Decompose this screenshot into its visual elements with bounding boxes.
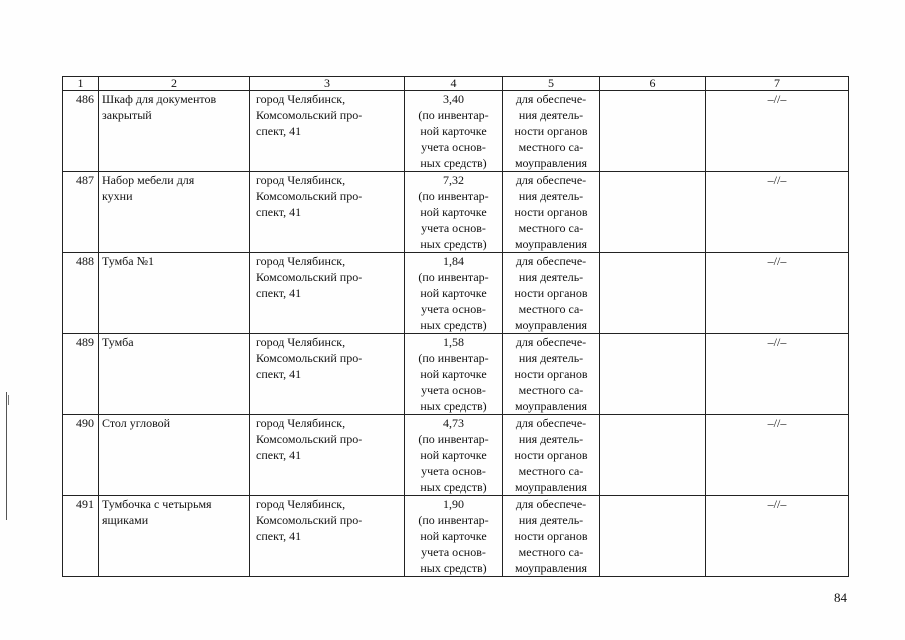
table-row — [63, 415, 849, 496]
scan-margin-mark — [6, 392, 7, 520]
header-cell: 6 — [600, 77, 706, 91]
table-row — [63, 496, 849, 577]
row-number-cell: 490 — [63, 415, 99, 496]
address-cell: город Челябинск, Комсомольский про- спект, 41 — [250, 172, 405, 253]
table-row — [63, 91, 849, 172]
column-6-cell — [600, 496, 706, 577]
address-cell: город Челябинск, Комсомольский про- спект, 41 — [250, 253, 405, 334]
item-name-cell: Набор мебели для кухни — [99, 172, 250, 253]
value-cell: 1,58 (по инвентар- ной карточке учета основ- ных средств) — [405, 334, 503, 415]
column-6-cell — [600, 172, 706, 253]
purpose-cell: для обеспече- ния деятель- ности органов местного са- моуправления — [503, 172, 600, 253]
purpose-cell: для обеспече- ния деятель- ности органов местного са- моуправления — [503, 253, 600, 334]
ditto-mark-cell: –//– — [706, 334, 849, 415]
ditto-mark-cell: –//– — [706, 496, 849, 577]
header-cell: 3 — [250, 77, 405, 91]
value-cell: 4,73 (по инвентар- ной карточке учета основ- ных средств) — [405, 415, 503, 496]
row-number-cell: 486 — [63, 91, 99, 172]
item-name-cell: Стол угловой — [99, 415, 250, 496]
ditto-mark-cell: –//– — [706, 415, 849, 496]
value-cell: 1,84 (по инвентар- ной карточке учета основ- ных средств) — [405, 253, 503, 334]
address-cell: город Челябинск, Комсомольский про- спект, 41 — [250, 334, 405, 415]
table-row — [63, 172, 849, 253]
table-row — [63, 253, 849, 334]
value-cell: 7,32 (по инвентар- ной карточке учета основ- ных средств) — [405, 172, 503, 253]
row-number-cell: 491 — [63, 496, 99, 577]
ditto-mark-cell: –//– — [706, 172, 849, 253]
address-cell: город Челябинск, Комсомольский про- спект, 41 — [250, 415, 405, 496]
ditto-mark-cell: –//– — [706, 253, 849, 334]
header-cell: 7 — [706, 77, 849, 91]
header-cell: 4 — [405, 77, 503, 91]
column-number-header-row — [63, 77, 849, 91]
row-number-cell: 489 — [63, 334, 99, 415]
header-cell: 2 — [99, 77, 250, 91]
purpose-cell: для обеспече- ния деятель- ности органов местного са- моуправления — [503, 496, 600, 577]
value-cell: 3,40 (по инвентар- ной карточке учета основ- ных средств) — [405, 91, 503, 172]
column-6-cell — [600, 253, 706, 334]
address-cell: город Челябинск, Комсомольский про- спект, 41 — [250, 91, 405, 172]
value-cell: 1,90 (по инвентар- ной карточке учета основ- ных средств) — [405, 496, 503, 577]
item-name-cell: Тумба №1 — [99, 253, 250, 334]
item-name-cell: Тумба — [99, 334, 250, 415]
header-cell: 5 — [503, 77, 600, 91]
ditto-mark-cell: –//– — [706, 91, 849, 172]
property-registry-table — [62, 76, 849, 577]
scan-margin-mark-small — [8, 395, 9, 405]
column-6-cell — [600, 415, 706, 496]
page-number: 84 — [834, 590, 847, 605]
item-name-cell: Тумбочка с четырьмя ящиками — [99, 496, 250, 577]
item-name-cell: Шкаф для документов закрытый — [99, 91, 250, 172]
row-number-cell: 487 — [63, 172, 99, 253]
purpose-cell: для обеспече- ния деятель- ности органов местного са- моуправления — [503, 91, 600, 172]
row-number-cell: 488 — [63, 253, 99, 334]
address-cell: город Челябинск, Комсомольский про- спект, 41 — [250, 496, 405, 577]
column-6-cell — [600, 334, 706, 415]
purpose-cell: для обеспече- ния деятель- ности органов местного са- моуправления — [503, 334, 600, 415]
purpose-cell: для обеспече- ния деятель- ности органов местного са- моуправления — [503, 415, 600, 496]
column-6-cell — [600, 91, 706, 172]
header-cell: 1 — [63, 77, 99, 91]
table-row — [63, 334, 849, 415]
